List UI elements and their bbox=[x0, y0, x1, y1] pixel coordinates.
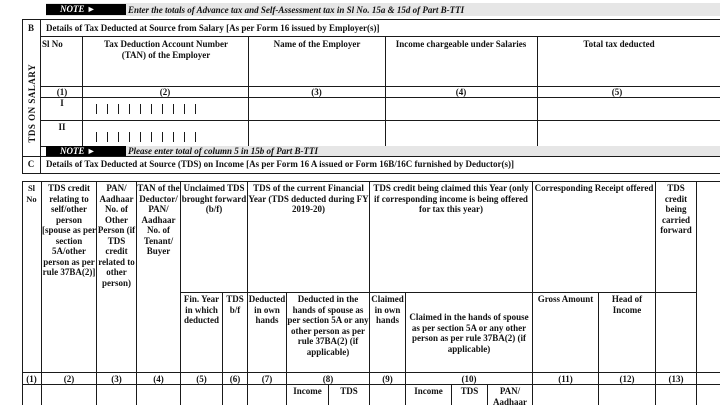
note-top-text: Enter the totals of Advance tax and Self-Assessment tax in Sl No. 15a & 15d of Part B-TTI bbox=[128, 5, 465, 15]
b-row-i: I bbox=[60, 98, 64, 108]
b-col-2: (2) bbox=[159, 87, 171, 97]
c-header-receipt: Corresponding Receipt offered bbox=[534, 183, 654, 193]
c-10-tds: TDS bbox=[460, 386, 479, 396]
b-col-3: (3) bbox=[311, 87, 322, 97]
c-col-12: (12) bbox=[619, 374, 635, 384]
c-col-5: (5) bbox=[196, 374, 207, 384]
c-header-unclaimed: Unclaimed TDS brought forward (b/f) bbox=[181, 183, 247, 214]
tan-input-row-1[interactable] bbox=[96, 104, 206, 116]
c-col-10: (10) bbox=[461, 374, 477, 384]
c-sub-head-income: Head of Income bbox=[611, 294, 643, 315]
c-header-carried: TDS credit being carried forward bbox=[660, 183, 692, 235]
c-col-4: (4) bbox=[153, 374, 164, 384]
b-row-ii: II bbox=[58, 122, 66, 132]
c-sub-claimed-own: Claimed in own hands bbox=[371, 294, 404, 325]
c-col-2: (2) bbox=[63, 374, 75, 384]
section-b-letter: B bbox=[27, 23, 34, 33]
b-header-sl-no: Sl No bbox=[42, 39, 63, 49]
c-header-current-year: TDS of the current Financial Year (TDS deducted during FY 2019-20) bbox=[248, 183, 369, 214]
b-header-employer-name: Name of the Employer bbox=[273, 39, 361, 49]
c-header-pan-aadhaar: PAN/ Aadhaar No. of Other Person (if TDS credit related to other person) bbox=[97, 183, 136, 288]
c-sub-claimed-spouse: Claimed in the hands of spouse as per section 5A or any other person as per rule 37BA(2) (if applicable) bbox=[409, 312, 529, 354]
note-mid-tag: NOTE ► bbox=[46, 146, 126, 156]
section-c-letter: C bbox=[27, 159, 35, 169]
b-header-income-salaries: Income chargeable under Salaries bbox=[395, 39, 527, 49]
c-10-pan-aadhaar: PAN/ Aadhaar bbox=[492, 386, 527, 407]
c-header-tan-deductor: TAN of the Deductor/ PAN/ Aadhaar No. of Tenant/ Buyer bbox=[137, 183, 180, 256]
c-col-7: (7) bbox=[261, 374, 273, 384]
b-col-4: (4) bbox=[455, 87, 467, 97]
c-10-income: Income bbox=[414, 386, 443, 396]
note-mid-text: Please enter total of column 5 in 15b of Part B-TTI bbox=[128, 146, 318, 156]
b-col-1: (1) bbox=[56, 87, 68, 97]
c-col-8: (8) bbox=[322, 374, 334, 384]
section-b-title: Details of Tax Deducted at Source from Salary [As per Form 16 issued by Employer(s)] bbox=[46, 23, 380, 33]
c-col-3: (3) bbox=[111, 374, 122, 384]
c-sub-tds-bf: TDS b/f bbox=[226, 294, 244, 315]
c-sub-deducted-spouse: Deducted in the hands of spouse as per section 5A or any other person as per rule 37BA(2) (if applicable) bbox=[287, 294, 369, 357]
c-sub-fin-year: Fin. Year in which deducted bbox=[183, 294, 220, 325]
c-sub-gross-amount: Gross Amount bbox=[537, 294, 594, 304]
c-header-tds-credit: TDS credit relating to self/other person [spouse as per section 5A/other person as per rule 37BA(2)] bbox=[42, 183, 97, 277]
c-sub-deducted-own: Deducted in own hands bbox=[248, 294, 286, 325]
c-col-1: (1) bbox=[26, 374, 37, 384]
c-col-9: (9) bbox=[382, 374, 393, 384]
tds-on-salary-label: TDS ON SALARY bbox=[26, 63, 37, 143]
c-header-being-claimed: TDS credit being claimed this Year (only if corresponding income is being offered for tax this year) bbox=[373, 183, 529, 214]
b-col-5: (5) bbox=[611, 87, 623, 97]
c-header-sl-no: Sl No bbox=[26, 183, 37, 204]
c-8-income: Income bbox=[293, 386, 322, 396]
b-header-total-tax: Total tax deducted bbox=[583, 39, 655, 49]
c-8-tds: TDS bbox=[340, 386, 358, 396]
note-top-tag: NOTE ► bbox=[46, 4, 126, 15]
c-col-11: (11) bbox=[558, 374, 573, 384]
c-col-13: (13) bbox=[668, 374, 684, 384]
tan-input-row-2[interactable] bbox=[96, 132, 206, 144]
c-col-6: (6) bbox=[229, 374, 241, 384]
b-header-tan: Tax Deduction Account Number (TAN) of the Employer bbox=[104, 39, 228, 60]
section-c-title: Details of Tax Deducted at Source (TDS) on Income [As per Form 16 A issued or Form 16B/16C furnished by Deductor(s)] bbox=[46, 159, 514, 169]
